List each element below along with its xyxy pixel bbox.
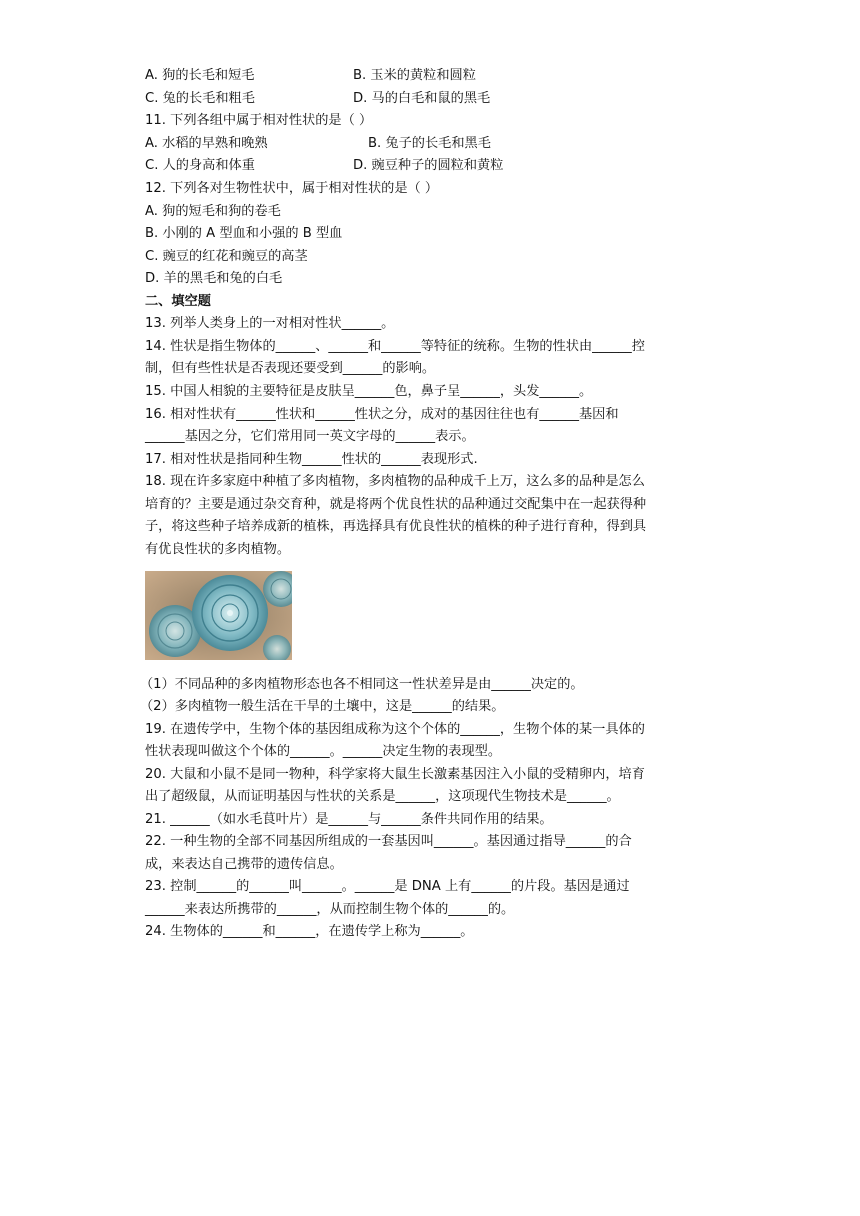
q19-line-1: 19. 在遗传学中，生物个体的基因组成称为这个个体的______，生物个体的某一具体的 xyxy=(145,722,645,737)
q16-line-2: ______基因之分，它们常用同一英文字母的______表示。 xyxy=(145,429,475,444)
q11-option-a: A. 水稻的早熟和晚熟 xyxy=(145,136,268,151)
q12-option-c: C. 豌豆的红花和豌豆的高茎 xyxy=(145,249,308,264)
q14-line-1: 14. 性状是指生物体的______、______和______等特征的统称。生物的性状由______控 xyxy=(145,339,645,354)
q18-line-1: 18. 现在许多家庭中种植了多肉植物，多肉植物的品种成千上万，这么多的品种是怎么 xyxy=(145,474,645,489)
q10-option-b: B. 玉米的黄粒和圆粒 xyxy=(353,68,476,83)
q11-option-b: B. 兔子的长毛和黑毛 xyxy=(368,136,491,151)
q13-question: 13. 列举人类身上的一对相对性状______。 xyxy=(145,316,395,331)
q18-subquestion-2: （2）多肉植物一般生活在干旱的土壤中，这是______的结果。 xyxy=(140,699,505,714)
q10-option-a: A. 狗的长毛和短毛 xyxy=(145,68,255,83)
q18-line-4: 有优良性状的多肉植物。 xyxy=(145,542,291,557)
q23-line-1: 23. 控制______的______叫______。______是 DNA 上有______的片段。基因是通过 xyxy=(145,879,630,894)
q16-line-1: 16. 相对性状有______性状和______性状之分，成对的基因往往也有______基因和 xyxy=(145,407,619,422)
q18-subquestion-1: （1）不同品种的多肉植物形态也各不相同这一性状差异是由______决定的。 xyxy=(140,677,584,692)
q23-line-2: ______来表达所携带的______，从而控制生物个体的______的。 xyxy=(145,902,515,917)
q11-option-c: C. 人的身高和体重 xyxy=(145,158,255,173)
q22-line-2: 成，来表达自己携带的遗传信息。 xyxy=(145,857,343,872)
q12-question: 12. 下列各对生物性状中，属于相对性状的是（ ） xyxy=(145,181,439,196)
q11-option-d: D. 豌豆种子的圆粒和黄粒 xyxy=(353,158,504,173)
q18-line-3: 子，将这些种子培养成新的植株，再选择具有优良性状的植株的种子进行育种，得到具 xyxy=(145,519,647,534)
succulent-image xyxy=(145,571,292,660)
q20-line-1: 20. 大鼠和小鼠不是同一物种，科学家将大鼠生长激素基因注入小鼠的受精卵内，培育 xyxy=(145,767,645,782)
q12-option-d: D. 羊的黑毛和兔的白毛 xyxy=(145,271,283,286)
q21-question: 21. ______（如水毛茛叶片）是______与______条件共同作用的结果。 xyxy=(145,812,553,827)
q17-question: 17. 相对性状是指同种生物______性状的______表现形式. xyxy=(145,452,478,467)
q12-option-a: A. 狗的短毛和狗的卷毛 xyxy=(145,204,281,219)
q22-line-1: 22. 一种生物的全部不同基因所组成的一套基因叫______。基因通过指导______的合 xyxy=(145,834,632,849)
q14-line-2: 制，但有些性状是否表现还要受到______的影响。 xyxy=(145,361,436,376)
q19-line-2: 性状表现叫做这个个体的______。______决定生物的表现型。 xyxy=(145,744,502,759)
succulent-photo xyxy=(145,571,292,660)
q11-question: 11. 下列各组中属于相对性状的是（ ） xyxy=(145,113,373,128)
q10-option-d: D. 马的白毛和鼠的黑毛 xyxy=(353,91,491,106)
q18-line-2: 培育的？主要是通过杂交育种，就是将两个优良性状的品种通过交配集中在一起获得种 xyxy=(145,497,647,512)
q20-line-2: 出了超级鼠，从而证明基因与性状的关系是______，这项现代生物技术是______。 xyxy=(145,789,620,804)
section-heading: 二、填空题 xyxy=(145,294,211,309)
q24-question: 24. 生物体的______和______，在遗传学上称为______。 xyxy=(145,924,474,939)
q12-option-b: B. 小刚的 A 型血和小强的 B 型血 xyxy=(145,226,343,241)
q10-option-c: C. 兔的长毛和粗毛 xyxy=(145,91,255,106)
q15-question: 15. 中国人相貌的主要特征是皮肤呈______色，鼻子呈______，头发______。 xyxy=(145,384,593,399)
